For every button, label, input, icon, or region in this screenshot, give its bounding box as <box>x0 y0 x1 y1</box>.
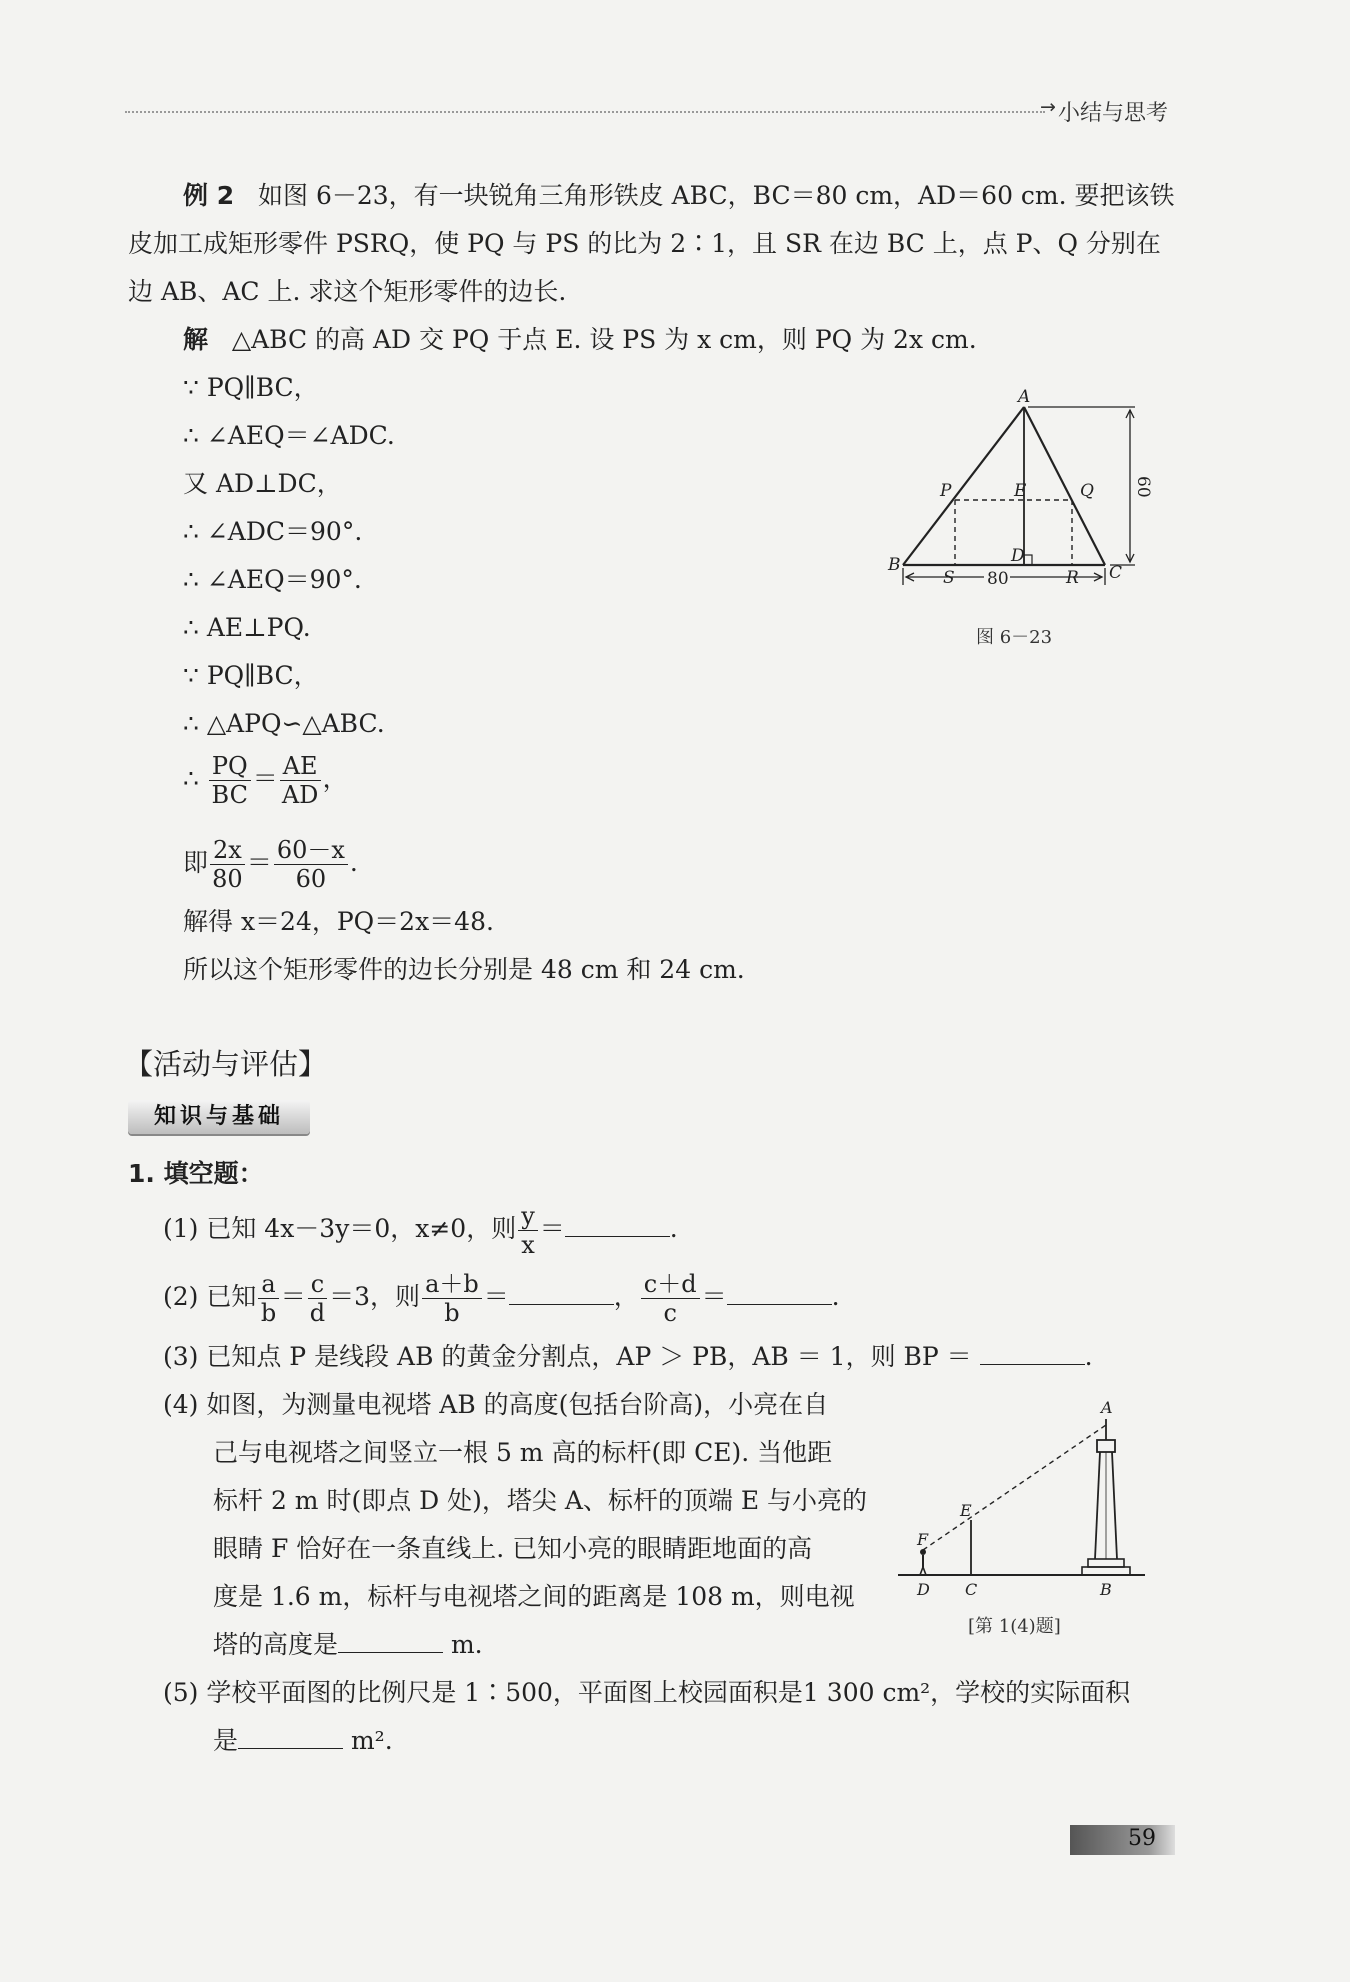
fig-label-p: P <box>940 481 952 501</box>
fig-label-a: A <box>1018 387 1031 407</box>
tower-figure-caption: [第 1(4)题] <box>968 1616 1061 1637</box>
q1-3-text: (3) 已知点 P 是线段 AB 的黄金分割点，AP ＞ PB，AB ＝ 1，则 BP ＝ <box>163 1342 972 1371</box>
q1-4-line-3: 标杆 2 m 时(即点 D 处)，塔尖 A、标杆的顶端 E 与小亮的 <box>213 1486 868 1515</box>
q1-2-prefix: (2) 已知 <box>163 1282 257 1311</box>
q1-5-line-1: (5) 学校平面图的比例尺是 1∶500，平面图上校园面积是1 300 cm²，学校的实际面积 <box>163 1678 1131 1707</box>
ratio-prefix: ∴ <box>183 764 199 793</box>
q1-4-line-1: (4) 如图，为测量电视塔 AB 的高度(包括台阶高)，小亮在自 <box>163 1390 829 1419</box>
q1-title-text: 1. 填空题： <box>128 1159 264 1188</box>
tower-label-f: F <box>917 1530 929 1549</box>
q1-1: (1) 已知 4x－3y＝0，x≠0，则 $\frac{y}{x}$ ＝ . <box>163 1202 678 1259</box>
figure-6-23 <box>880 380 1160 620</box>
ratio-equation-1: ∴ $\frac{PQ}{BC}$ ＝ $\frac{AE}{AD}$ ， <box>183 752 348 809</box>
tower-label-e: E <box>960 1501 972 1520</box>
tower-label-d: D <box>917 1580 930 1599</box>
answer-blank-1[interactable] <box>565 1210 670 1237</box>
problem-line-1: 如图 6－23，有一块锐角三角形铁皮 ABC，BC＝80 cm，AD＝60 cm. 要把该铁 <box>258 181 1175 210</box>
fig-label-s: S <box>943 568 955 588</box>
conclusion-line: 所以这个矩形零件的边长分别是 48 cm 和 24 cm. <box>183 955 745 984</box>
answer-blank-2b[interactable] <box>727 1278 832 1305</box>
q1-4-last-text: 塔的高度是 <box>213 1630 339 1659</box>
step-2: ∴ ∠AEQ＝∠ADC. <box>183 421 395 450</box>
problem-line-3: 边 AB、AC 上. 求这个矩形零件的边长. <box>128 277 567 306</box>
fraction-y-x: $\frac{y}{x}$ <box>518 1202 538 1259</box>
fraction-60x-60: $\frac{60-x}{60}$ <box>274 836 348 893</box>
q1-4-line-6: 塔的高度是 m. <box>213 1621 483 1669</box>
page-number: 59 <box>1128 1826 1156 1851</box>
step-8: ∴ △APQ∽△ABC. <box>183 709 385 738</box>
problem-line-2: 皮加工成矩形零件 PSRQ，使 PQ 与 PS 的比为 2∶1，且 SR 在边 BC 上，点 P、Q 分别在 <box>128 229 1161 258</box>
answer-blank-5[interactable] <box>238 1722 343 1749</box>
q1-title <box>128 1150 264 1198</box>
fig-label-c: C <box>1109 563 1123 583</box>
tower-label-b: B <box>1100 1580 1112 1599</box>
example-label-text: 例 2 <box>183 181 235 210</box>
q1-5-prefix: 是 <box>213 1726 239 1755</box>
q1-2: (2) 已知 $\frac{a}{b}$ ＝ $\frac{c}{d}$ ＝3，则 $\frac{a+b}{b}$ ＝ ， $\frac{c+d}{c}$ ＝ . <box>163 1270 840 1327</box>
fig-dim-bc: 80 <box>987 569 1009 589</box>
activity-heading: 【活动与评估】 <box>124 1047 328 1081</box>
header-rule <box>125 111 1045 113</box>
tower-figure <box>890 1395 1160 1605</box>
step-3: 又 AD⊥DC， <box>183 469 342 498</box>
step-6: ∴ AE⊥PQ. <box>183 613 311 642</box>
fig-label-r: R <box>1066 568 1079 588</box>
q1-5-line-2: 是 m². <box>213 1717 393 1765</box>
answer-blank-4[interactable] <box>338 1626 443 1653</box>
q1-3: (3) 已知点 P 是线段 AB 的黄金分割点，AP ＞ PB，AB ＝ 1，则 BP ＝ . <box>163 1333 1093 1381</box>
fig-label-d: D <box>1011 546 1025 566</box>
solution-first-text: △ABC 的高 AD 交 PQ 于点 E. 设 PS 为 x cm，则 PQ 为 2x cm. <box>231 325 977 354</box>
example-label <box>183 172 234 220</box>
figure-6-23-caption: 图 6－23 <box>976 627 1053 648</box>
answer-blank-2a[interactable] <box>509 1278 614 1305</box>
step-1: ∵ PQ∥BC， <box>183 373 319 402</box>
header-section-title: 小结与思考 <box>1058 101 1169 126</box>
ratio2-prefix: 即 <box>183 848 209 877</box>
tower-label-c: C <box>965 1580 978 1599</box>
step-4: ∴ ∠ADC＝90°. <box>183 517 363 546</box>
page-number-bar <box>1070 1825 1175 1855</box>
fraction-pq-bc: $\frac{PQ}{BC}$ <box>209 752 251 809</box>
tower-label-a: A <box>1101 1398 1113 1417</box>
fraction-ae-ad: $\frac{AE}{AD}$ <box>280 752 321 809</box>
solve-line: 解得 x＝24，PQ＝2x＝48. <box>183 907 494 936</box>
tv-tower-icon <box>1082 1419 1130 1575</box>
q1-1-text: (1) 已知 4x－3y＝0，x≠0，则 <box>163 1214 517 1243</box>
section-badge: 知识与基础 <box>128 1100 310 1134</box>
q1-4-line-5: 度是 1.6 m，标杆与电视塔之间的距离是 108 m，则电视 <box>213 1582 855 1611</box>
person-icon <box>920 1549 926 1575</box>
solution-label: 解 <box>183 325 209 354</box>
fig-dim-ad: 60 <box>1133 476 1153 498</box>
q1-4-line-4: 眼睛 F 恰好在一条直线上. 已知小亮的眼睛距地面的高 <box>213 1534 813 1563</box>
fraction-2x-80: $\frac{2x}{80}$ <box>210 836 245 893</box>
ratio-equation-2: 即 $\frac{2x}{80}$ ＝ $\frac{60-x}{60}$ . <box>183 836 358 893</box>
solution-first-line <box>183 316 977 364</box>
fraction-apb-b: $\frac{a+b}{b}$ <box>422 1270 482 1327</box>
fraction-cpd-c: $\frac{c+d}{c}$ <box>641 1270 700 1327</box>
fig-label-b: B <box>888 555 901 575</box>
fig-label-q: Q <box>1080 481 1094 501</box>
header-arrow-icon: → <box>1040 96 1056 118</box>
step-5: ∴ ∠AEQ＝90°. <box>183 565 362 594</box>
fraction-c-d: $\frac{c}{d}$ <box>308 1270 327 1327</box>
fraction-a-b: $\frac{a}{b}$ <box>258 1270 278 1327</box>
q1-4-line-2: 己与电视塔之间竖立一根 5 m 高的标杆(即 CE). 当他距 <box>213 1438 833 1467</box>
fig-label-e: E <box>1014 481 1027 501</box>
answer-blank-3[interactable] <box>980 1338 1085 1365</box>
step-7: ∵ PQ∥BC， <box>183 661 319 690</box>
